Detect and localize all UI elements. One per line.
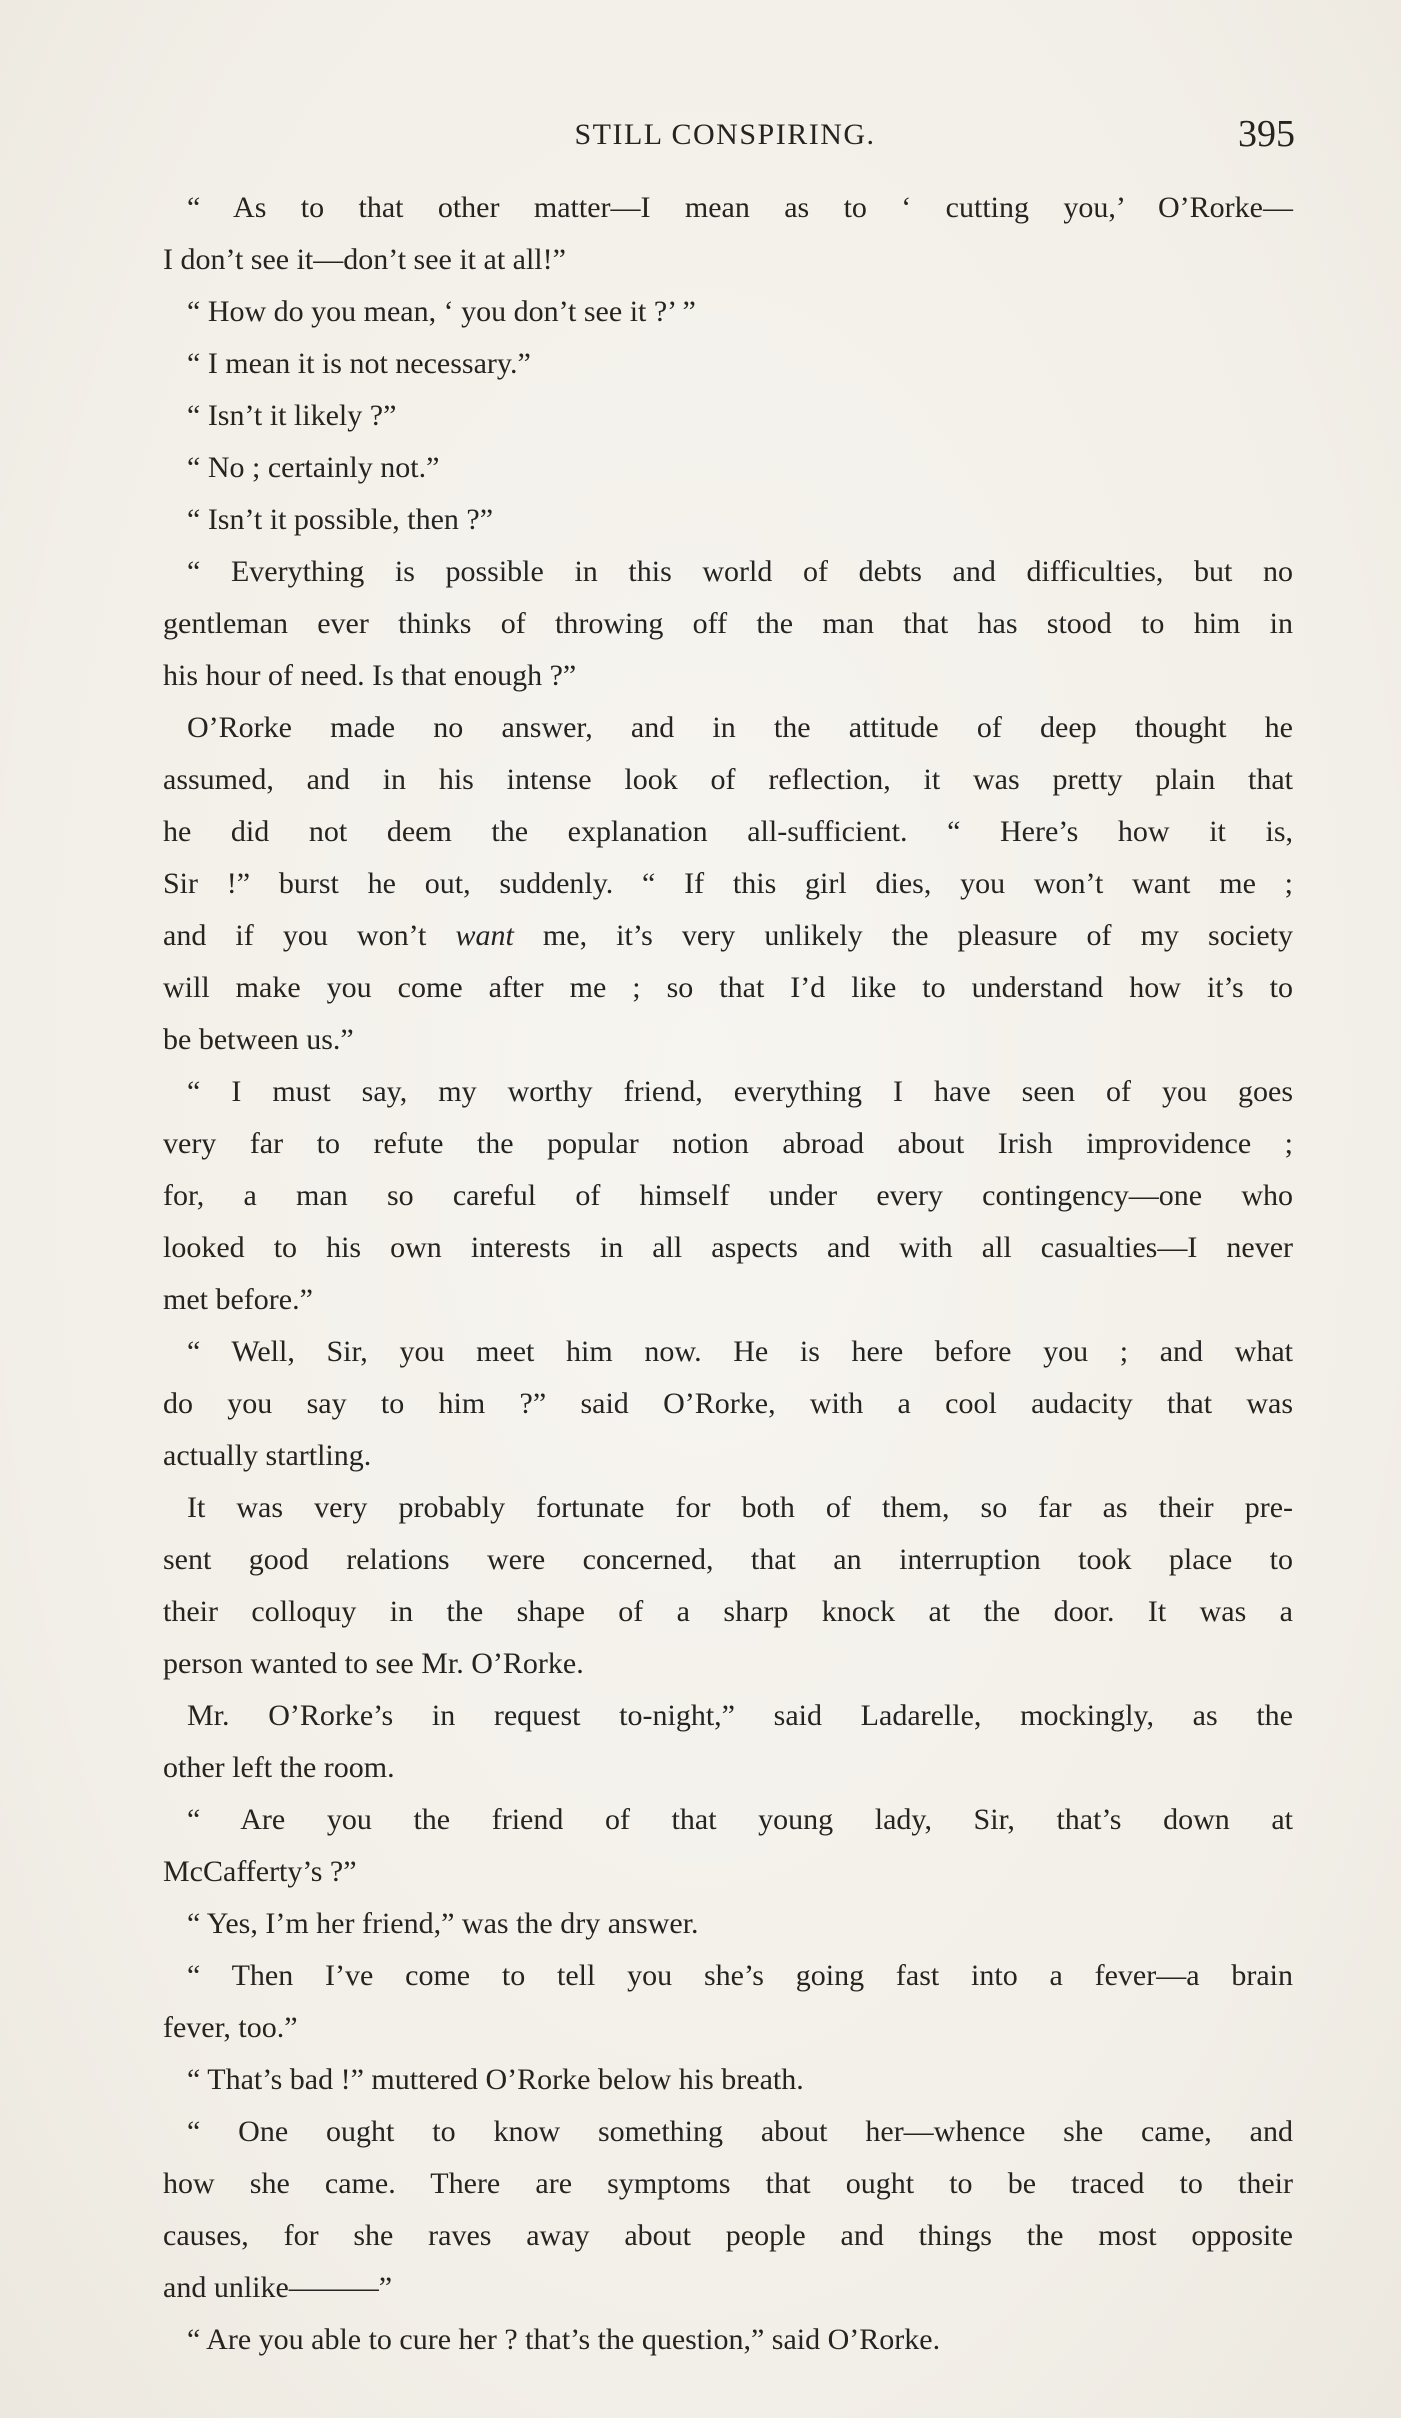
- text-line: “ Well, Sir, you meet him now. He is here before you ; and what: [187, 1335, 1293, 1368]
- text-line: “ Are you the friend of that young lady, Sir, that’s down at: [187, 1803, 1293, 1836]
- text-line: their colloquy in the shape of a sharp knock at the door. It was a: [163, 1595, 1293, 1628]
- text-line: his hour of need. Is that enough ?”: [163, 659, 577, 692]
- text-line: “ Everything is possible in this world of debts and difficulties, but no: [187, 555, 1293, 588]
- text-line: [163, 910, 1293, 962]
- text-line: causes, for she raves away about people and things the most opposite: [163, 2219, 1293, 2252]
- text-line: McCafferty’s ?”: [163, 1855, 357, 1888]
- text-line: will make you come after me ; so that I’d like to understand how it’s to: [163, 971, 1293, 1004]
- text-line: I don’t see it—don’t see it at all!”: [163, 243, 566, 276]
- text-line: looked to his own interests in all aspects and with all casualties—I never: [163, 1231, 1293, 1264]
- text-line: and unlike———”: [163, 2271, 393, 2304]
- text-line: “ No ; certainly not.”: [187, 451, 440, 484]
- text-line: fever, too.”: [163, 2011, 298, 2044]
- italic-word: want: [455, 919, 514, 952]
- text-line: “ How do you mean, ‘ you don’t see it ?’ ”: [187, 295, 696, 328]
- text-line: for, a man so careful of himself under every contingency—one who: [163, 1179, 1293, 1212]
- text-segment: and if you won’t: [163, 919, 456, 952]
- page-header: [155, 112, 1295, 162]
- body-text: [163, 182, 1293, 2366]
- text-line: “ That’s bad !” muttered O’Rorke below his breath.: [187, 2063, 804, 2096]
- text-line: other left the room.: [163, 1751, 395, 1784]
- text-line: “ Isn’t it possible, then ?”: [187, 503, 494, 536]
- text-line: “ As to that other matter—I mean as to ‘ cutting you,’ O’Rorke—: [187, 191, 1293, 224]
- page-number: 395: [1238, 113, 1295, 155]
- text-line: met before.”: [163, 1283, 313, 1316]
- text-line: very far to refute the popular notion abroad about Irish improvidence ;: [163, 1127, 1293, 1160]
- text-line: assumed, and in his intense look of reflection, it was pretty plain that: [163, 763, 1293, 796]
- text-line: Mr. O’Rorke’s in request to-night,” said Ladarelle, mockingly, as the: [187, 1699, 1293, 1732]
- text-line: person wanted to see Mr. O’Rorke.: [163, 1647, 584, 1680]
- text-line: he did not deem the explanation all-sufficient. “ Here’s how it is,: [163, 815, 1293, 848]
- text-line: actually startling.: [163, 1439, 372, 1472]
- text-line: do you say to him ?” said O’Rorke, with a cool audacity that was: [163, 1387, 1293, 1420]
- text-line: “ Are you able to cure her ? that’s the question,” said O’Rorke.: [187, 2323, 941, 2356]
- text-line: how she came. There are symptoms that ought to be traced to their: [163, 2167, 1293, 2200]
- text-line: “ I mean it is not necessary.”: [187, 347, 531, 380]
- text-segment: me, it’s very unlikely the pleasure of my society: [513, 919, 1294, 952]
- text-line: sent good relations were concerned, that an interruption took place to: [163, 1543, 1293, 1576]
- text-line: be between us.”: [163, 1023, 354, 1056]
- text-line: “ Isn’t it likely ?”: [187, 399, 397, 432]
- text-line: “ Then I’ve come to tell you she’s going fast into a fever—a brain: [187, 1959, 1293, 1992]
- text-line: “ Yes, I’m her friend,” was the dry answer.: [187, 1907, 699, 1940]
- text-line: gentleman ever thinks of throwing off the man that has stood to him in: [163, 607, 1293, 640]
- text-line: “ One ought to know something about her—whence she came, and: [187, 2115, 1293, 2148]
- text-line: O’Rorke made no answer, and in the attitude of deep thought he: [187, 711, 1293, 744]
- text-line: Sir !” burst he out, suddenly. “ If this girl dies, you won’t want me ;: [163, 867, 1293, 900]
- text-line: “ I must say, my worthy friend, everything I have seen of you goes: [187, 1075, 1293, 1108]
- text-line: It was very probably fortunate for both of them, so far as their pre-: [187, 1491, 1293, 1524]
- running-head: STILL CONSPIRING.: [574, 118, 876, 151]
